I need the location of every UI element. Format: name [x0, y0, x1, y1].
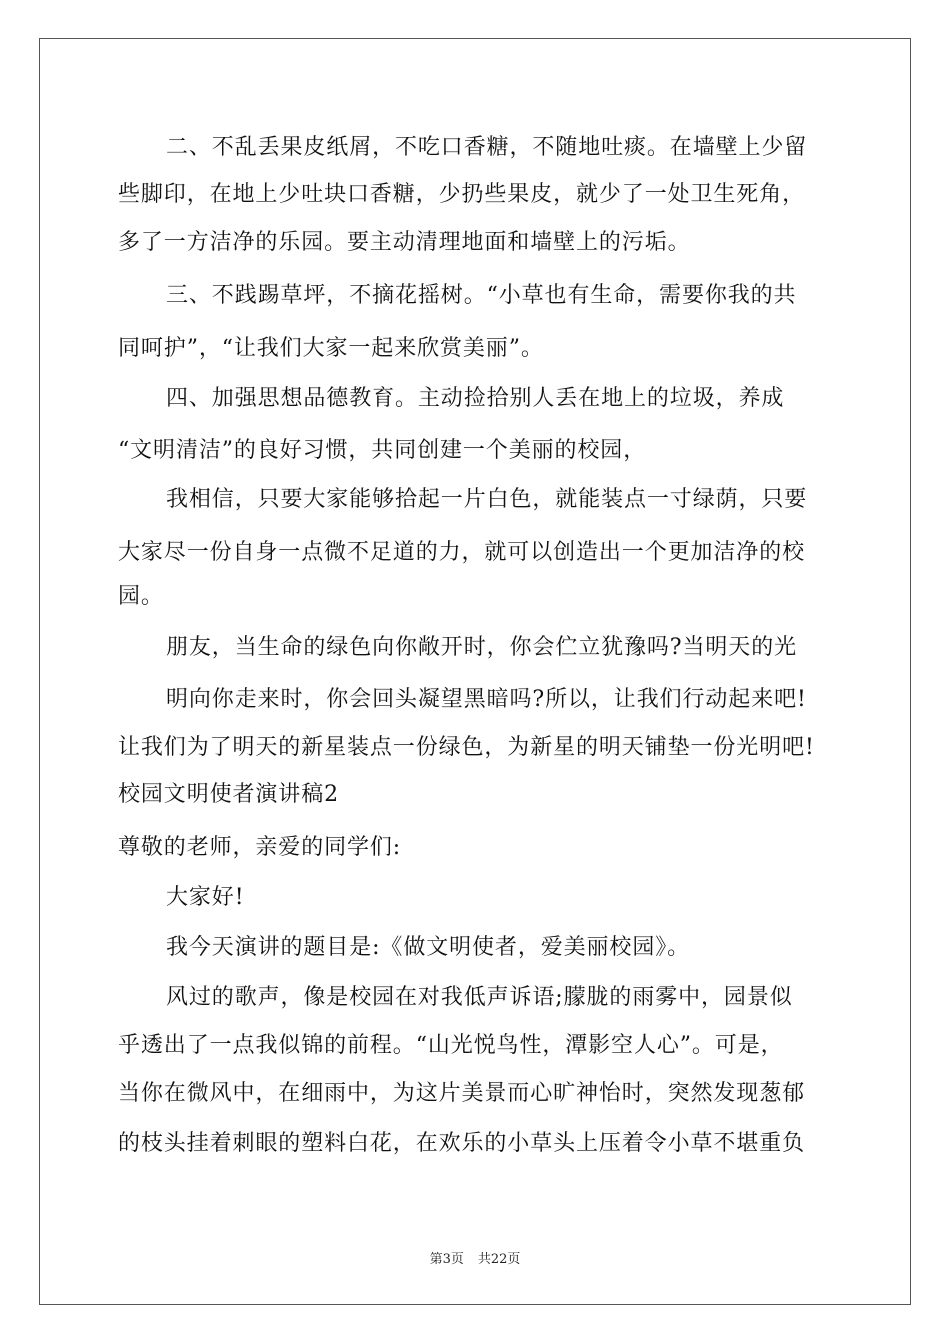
- paragraph-line: 当你在微风中，在细雨中，为这片美景而心旷神怡时，突然发现葱郁: [118, 1081, 806, 1106]
- page-footer: [0, 1248, 950, 1267]
- paragraph-line: 三、不践踢草坪，不摘花摇树。“小草也有生命，需要你我的共: [166, 283, 797, 308]
- paragraph-line: 的枝头挂着刺眼的塑料白花，在欢乐的小草头上压着令小草不堪重负: [118, 1131, 806, 1156]
- paragraph-line: 同呵护”，“让我们大家一起来欣赏美丽”。: [118, 336, 544, 361]
- paragraph-line: 乎透出了一点我似锦的前程。“山光悦鸟性，潭影空人心”。可是，: [118, 1033, 784, 1058]
- paragraph-line: “文明清洁”的良好习惯，共同创建一个美丽的校园，: [118, 438, 647, 463]
- paragraph-line: 多了一方洁净的乐园。要主动清理地面和墙壁上的污垢。: [118, 230, 691, 255]
- paragraph-line: 二、不乱丢果皮纸屑，不吃口香糖，不随地吐痰。在墙壁上少留: [166, 135, 808, 160]
- paragraph-line: 我相信，只要大家能够拾起一片白色，就能装点一寸绿荫，只要: [166, 487, 808, 512]
- page-number: 第3页: [429, 1252, 464, 1267]
- paragraph-line: 朋友，当生命的绿色向你敞开时，你会伫立犹豫吗?当明天的光: [166, 635, 797, 660]
- paragraph-line: 风过的歌声，像是校园在对我低声诉语;朦胧的雨雾中，园景似: [166, 985, 793, 1010]
- paragraph-line: 四、加强思想品德教育。主动捡拾别人丢在地上的垃圾，养成: [166, 386, 785, 411]
- paragraph-line: 让我们为了明天的新星装点一份绿色，为新星的明天铺垫一份光明吧!: [118, 735, 815, 760]
- paragraph-line: 园。: [118, 584, 164, 609]
- page-total: 共22页: [477, 1252, 521, 1267]
- paragraph-line: 我今天演讲的题目是:《做文明使者，爱美丽校园》。: [166, 935, 691, 960]
- section-title: 校园文明使者演讲稿2: [118, 782, 339, 807]
- paragraph-line: 大家尽一份自身一点微不足道的力，就可以创造出一个更加洁净的校: [118, 540, 806, 565]
- greeting: 大家好!: [166, 885, 245, 910]
- paragraph-line: 明向你走来时，你会回头凝望黑暗吗?所以，让我们行动起来吧!: [166, 687, 807, 712]
- paragraph-line: 些脚印，在地上少吐块口香糖，少扔些果皮，就少了一处卫生死角，: [118, 182, 806, 207]
- salutation: 尊敬的老师，亲爱的同学们:: [118, 835, 402, 860]
